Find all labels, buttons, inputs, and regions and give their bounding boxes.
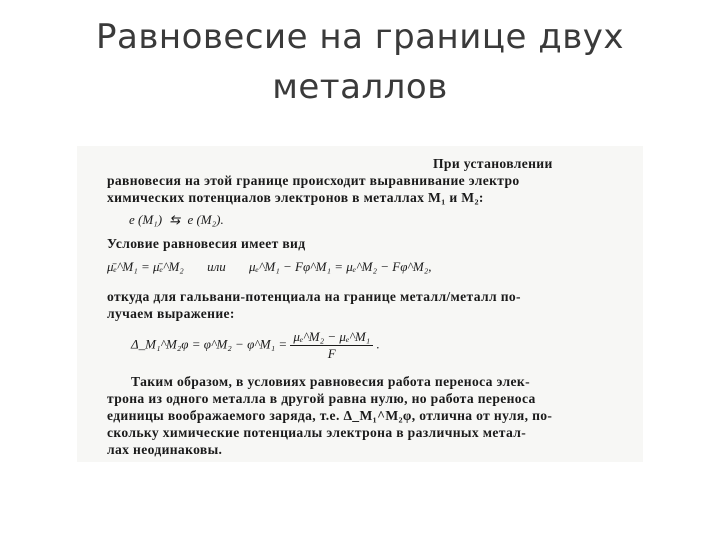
equilibrium-left: μ̄ₑ^M₁ = μ̄ₑ^M₂	[107, 259, 184, 274]
equilibrium-or: или	[207, 259, 226, 274]
scanned-text-image	[77, 146, 643, 462]
title-line-2: металлов	[272, 67, 448, 107]
paragraph-4-line-1: Таким образом, в условиях равновесия работа переноса элек-	[131, 374, 530, 389]
paragraph-4-line-5: лах неодинаковы.	[107, 442, 223, 457]
reaction-arrow: ⇆	[169, 212, 181, 227]
galvani-numerator: μₑ^M₂ − μₑ^M₁	[290, 329, 373, 346]
paragraph-4-line-3: единицы воображаемого заряда, т.е. Δ_M₁^M₂φ, отлична от нуля, по-	[107, 408, 553, 423]
equilibrium-right: μₑ^M₁ − Fφ^M₁ = μₑ^M₂ − Fφ^M₂,	[248, 259, 432, 274]
galvani-potential-formula	[131, 329, 380, 362]
reaction-left: e (M₁)	[129, 212, 163, 227]
paragraph-4-line-2: трона из одного металла в другой равна нулю, но работа переноса	[107, 391, 536, 406]
equilibrium-condition	[107, 259, 432, 275]
galvani-left: Δ_M₁^M₂φ = φ^M₂ − φ^M₁ =	[131, 336, 288, 352]
galvani-fraction	[290, 329, 373, 362]
reaction-right: e (M₂).	[187, 212, 224, 227]
slide-title	[60, 12, 660, 112]
reaction-equation	[129, 212, 224, 228]
paragraph-3-line-1: откуда для гальвани-потенциала на границе металл/металл по-	[107, 289, 521, 304]
paragraph-4-line-4: скольку химические потенциалы электрона в различных метал-	[107, 425, 527, 440]
paragraph-1-intro: При установлении	[433, 156, 553, 171]
galvani-denominator: F	[327, 346, 336, 361]
paragraph-3-line-2: лучаем выражение:	[107, 306, 235, 321]
galvani-end: .	[376, 336, 380, 352]
title-line-1: Равновесие на границе двух	[95, 17, 624, 57]
paragraph-1-line-2: равновесия на этой границе происходит выравнивание электро	[107, 173, 520, 188]
paragraph-2: Условие равновесия имеет вид	[107, 236, 306, 251]
paragraph-1-line-3: химических потенциалов электронов в металлах M₁ и M₂:	[107, 190, 484, 205]
